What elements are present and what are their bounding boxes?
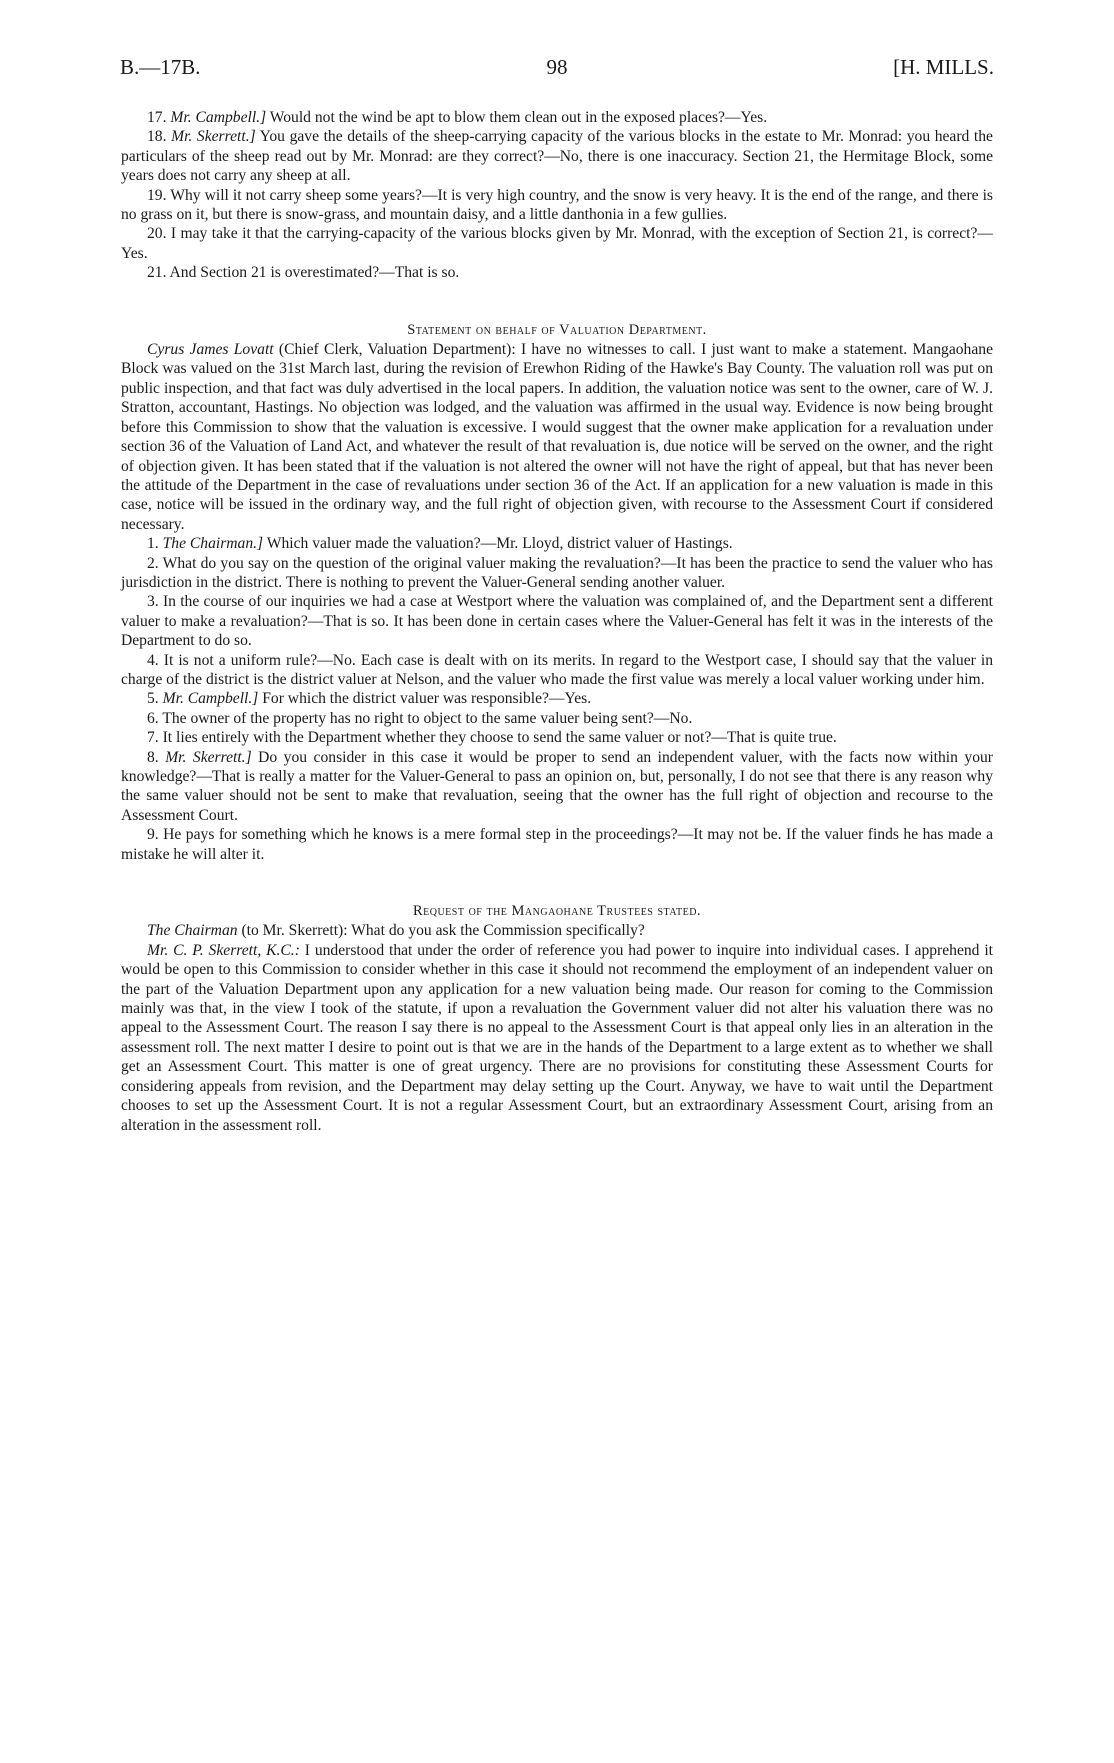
statement-paragraph: Cyrus James Lovatt (Chief Clerk, Valuation Department): I have no witnesses to call. I just want to make a statement. Mangaohane Block was valued on the 31st March last, during the revision of Erewhon Riding of the Hawke's Bay County. The valuation roll was put on public inspection, and that fact was duly advertised in the local papers. In addition, the valuation notice was sent to the owner, care of W. J. Stratton, accountant, Hastings. No objection was lodged, and the valuation was affirmed in the usual way. Evidence is now being brought before this Commission to show that the valuation is excessive. I would suggest that the owner make application for a revaluation under section 36 of the Valuation of Land Act, and whatever the result of that revaluation is, due notice will be served on the owner, and the right of objection given. It has been stated that if the valuation is not altered the owner will not have the right of appeal, but that has never been the attitude of the Department in the case of revaluations under section 36 of the Act. If an application for a new valuation is made in this case, notice will be issued in the ordinary way, and the full right of objection given, with recourse to the Assessment Court if considered necessary. <box>121 341 993 533</box>
question-paragraph: 7. It lies entirely with the Department whether they choose to send the same valuer or not?—That is quite true. <box>147 729 837 747</box>
document-reference: B.—17B. <box>120 55 201 79</box>
question-paragraph: 8. Mr. Skerrett.] Do you consider in this case it would be proper to send an independent valuer, with the facts now within your knowledge?—That is really a matter for the Valuer-General to pass an opinion on, but, personally, I do not see that there is any reason why the same valuer should not be sent to make that revaluation, seeing that the owner has the full right of objection and recourse to the Assessment Court. <box>121 748 993 824</box>
witness-name: [H. MILLS. <box>893 55 994 79</box>
section-heading: Request of the Mangaohane Trustees stated. <box>412 903 702 920</box>
question-paragraph: 3. In the course of our inquiries we had a case at Westport where the valuation was complained of, and the Department sent a different valuer to make a revaluation?—That is so. It has been done in certain cases where the Valuer-General has felt it was in the interests of the Department to do so. <box>121 593 993 650</box>
question-paragraph: 5. Mr. Campbell.] For which the district valuer was responsible?—Yes. <box>147 690 592 708</box>
question-paragraph: 20. I may take it that the carrying-capacity of the various blocks given by Mr. Monrad, with the exception of Section 21, is correct?—Yes. <box>121 225 993 262</box>
page-body <box>121 108 993 1135</box>
page-number: 98 <box>546 55 568 79</box>
request-paragraph: Mr. C. P. Skerrett, K.C.: I understood that under the order of reference you had power to inquire into individual cases. I apprehend it would be open to this Commission to consider whether in this case it should not recommend the employment of an independent valuer on the part of the Valuation Department upon any application for a new valuation being made. Our reason for coming to the Commission mainly was that, in the view I took of the statute, if upon a revaluation the Government valuer did not alter his valuation there was no appeal to the Assessment Court. The reason I say there is no appeal to the Assessment Court is that appeal only lies in an alteration in the assessment roll. The next matter I desire to point out is that we are in the hands of the Department to a large extent as to whether we shall get an Assessment Court. This matter is one of great urgency. There are no provisions for constituting these Assessment Courts for considering appeals from revision, and the Department may delay setting up the Court. Anyway, we have to wait until the Department chooses to set up the Assessment Court. It is not a regular Assessment Court, but an extraordinary Assessment Court, arising from an alteration in the assessment roll. <box>121 941 993 1134</box>
question-paragraph: 18. Mr. Skerrett.] You gave the details of the sheep-carrying capacity of the various blocks in the estate to Mr. Monrad: you heard the particulars of the sheep read out by Mr. Monrad: are they correct?—No, there is one inaccuracy. Section 21, the Hermitage Block, some years does not carry any sheep at all. <box>121 128 993 185</box>
question-paragraph: 17. Mr. Campbell.] Would not the wind be apt to blow them clean out in the exposed places?—Yes. <box>147 109 768 126</box>
question-paragraph: 21. And Section 21 is overestimated?—That is so. <box>147 264 460 282</box>
question-paragraph: 6. The owner of the property has no right to object to the same valuer being sent?—No. <box>147 709 693 727</box>
question-paragraph: 4. It is not a uniform rule?—No. Each case is dealt with on its merits. In regard to the Westport case, I should say that the valuer in charge of the district is the district valuer at Nelson, and the valuer who made the first value was merely a local valuer working under him. <box>121 651 993 688</box>
request-paragraph: The Chairman (to Mr. Skerrett): What do you ask the Commission specifically? <box>147 922 645 940</box>
page-header <box>120 55 994 85</box>
question-paragraph: 19. Why will it not carry sheep some years?—It is very high country, and the snow is very heavy. It is the end of the range, and there is no grass on it, but there is snow-grass, and mountain daisy, and a little danthonia in a few gullies. <box>121 186 993 224</box>
question-paragraph: 9. He pays for something which he knows is a mere formal step in the proceedings?—It may not be. If the valuer finds he has made a mistake he will alter it. <box>121 826 993 863</box>
question-paragraph: 1. The Chairman.] Which valuer made the valuation?—Mr. Lloyd, district valuer of Hastings. <box>147 535 733 553</box>
section-heading: Statement on behalf of Valuation Department. <box>407 321 707 338</box>
question-paragraph: 2. What do you say on the question of the original valuer making the revaluation?—It has been the practice to send the valuer who has jurisdiction in the district. There is nothing to prevent the Valuer-General sending another valuer. <box>121 554 993 591</box>
